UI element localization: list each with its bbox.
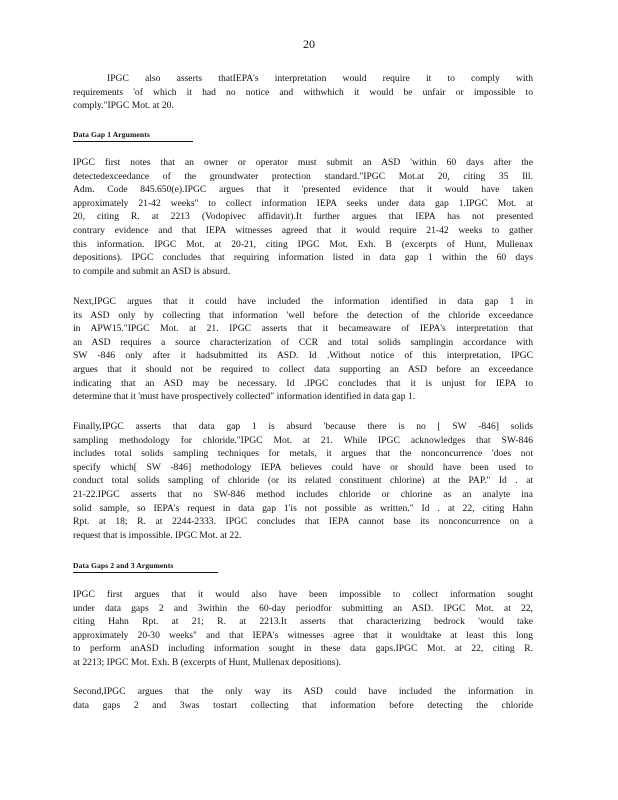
text-line: specify which[ SW -846] methodology IEPA believes could have or should have been used to [73,461,533,473]
text-line: to compile and submit an ASD is absurd. [73,265,231,277]
section-heading-data-gaps-2-3: Data Gaps 2 and 3 Arguments [73,561,174,570]
text-line: comply."IPGC Mot. at 20. [73,100,174,112]
text-line: requirements 'of which it had no notice and withwhich it would be unfair or impossible to [73,86,533,98]
text-line: at 2213; IPGC Mot. Exh. B (excerpts of Hunt, Mullenax depositions). [73,656,342,668]
text-line: approximately 20-30 weeks" and that IEPA's witnesses agree that it wouldtake at least this long [73,629,533,641]
text-line: citing Hahn Rpt. at 21; R. at 2213.It asserts that characterizing bedrock 'would take [73,616,533,628]
text-line: 21-22.IPGC asserts that no SW-846 method includes chloride or chlorine as an analyte ina [73,488,533,500]
text-line: determine that it 'must have prospectively collected" information identified in data gap 1. [73,391,416,403]
text-line: depositions). IPGC concludes that requiring information listed in data gap 1 within the 60 days [73,252,533,264]
text-line: this information. IPGC Mot. at 20-21, citing IPGC Mot. Exh. B (excerpts of Hunt, Mullenax [73,238,533,250]
text-line: includes total solids sampling techniques for metals, it argues that the nonconcurrence 'does not [73,448,533,460]
text-line: in APW15."IPGC Mot. at 21. IPGC asserts that it becameaware of IEPA's interpretation that [73,323,533,335]
text-line: Second,IPGC argues that the only way its ASD could have included the information in [73,686,533,697]
text-line: 20, citing R. at 2213 (Vodopivec affidavit).It further argues that IEPA has not presented [73,211,533,223]
text-line: to perform anASD including information sought in these data gaps.IPGC Mot. at 22, citing R. [73,643,533,655]
paragraph-5 [73,685,533,712]
text-line: argues that it should not be required to collect data supporting an ASD before an exceedance [73,363,533,375]
intro-paragraph [73,72,533,113]
heading-underline [73,572,218,573]
text-line: its ASD only by collecting that information 'well before the detection of the chloride exceedance [73,309,533,321]
paragraph-3 [73,420,533,542]
text-line: IPGC first notes that an owner or operator must submit an ASD 'within 60 days after the [73,157,533,168]
paragraph-4 [73,588,533,670]
text-line: conduct total solids sampling of chloride (or its related constituent chlorine) at the PAP." Id . at [73,475,533,487]
page-number: 20 [303,37,315,51]
text-line: approximately 21-42 weeks" to collect information IEPA seeks under data gap 1.IPGC Mot. at [73,197,533,209]
text-line: an ASD requires a source characterization of CCR and total solids samplingin accordance with [73,336,533,348]
text-line: contrary evidence and that IEPA witnesses agreed that it would require 21-42 weeks to gather [73,224,533,236]
text-line: SW -846 only after it hadsubmitted its ASD. Id .Without notice of this interpretation, IPGC [73,350,533,362]
text-line: Finally,IPGC asserts that data gap 1 is absurd 'because there is no [ SW -846] solids [73,421,533,432]
paragraph-1 [73,156,533,278]
text-line: Adm. Code 845.650(e).IPGC argues that it 'presented evidence that it would have taken [73,184,533,196]
text-line: detectedexceedance of the groundwater protection standard."IPGC Mot.at 20, citing 35 Ill. [73,170,533,182]
paragraph-2 [73,295,533,404]
text-line: indicating that an ASD may be necessary. Id .IPGC concludes that it is unjust for IEPA to [73,377,533,389]
text-line: IPGC first argues that it would also have been impossible to collect information sought [73,589,533,600]
text-line: under data gaps 2 and 3within the 60-day periodfor submitting an ASD. IPGC Mot. at 22, [73,602,533,614]
text-line: request that is impossible. IPGC Mot. at 22. [73,529,242,541]
text-line: IPGC also asserts thatIEPA's interpretation would require it to comply with [107,73,533,84]
text-line: Rpt. at 18; R. at 2244-2333. IPGC concludes that IEPA cannot base its nonconcurrence on a [73,516,533,528]
text-line: sampling methodology for chloride."IPGC Mot. at 21. While IPGC acknowledges that SW-846 [73,434,533,446]
text-line: solid sample, so IEPA's request in data gap 1'is not possible as written." Id . at 22, citing Hahn [73,502,533,514]
section-heading-data-gap-1: Data Gap 1 Arguments [73,130,150,139]
heading-underline [73,141,193,142]
text-line: data gaps 2 and 3was tostart collecting that information before detecting the chloride [73,699,533,711]
text-line: Next,IPGC argues that it could have included the information identified in data gap 1 in [73,296,533,307]
